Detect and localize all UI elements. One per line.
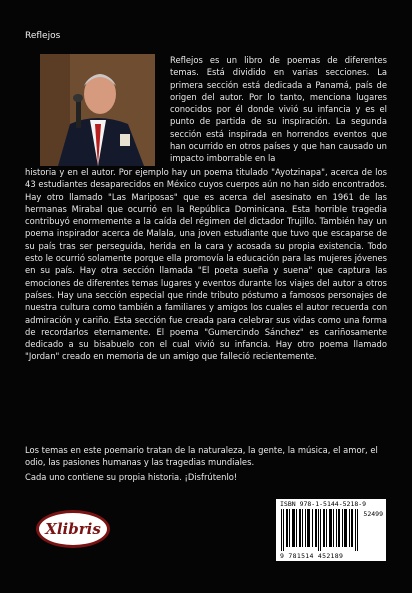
barcode-number: 9 781514 452189	[280, 552, 344, 560]
publisher-logo-text: Xlibris	[45, 520, 101, 538]
barcode-icon	[281, 509, 359, 551]
author-photo	[40, 54, 155, 166]
isbn-barcode	[276, 499, 386, 561]
closing-paragraph: Cada uno contiene su propia historia. ¡Disfrútenlo!	[25, 472, 238, 482]
publisher-logo	[36, 510, 110, 548]
page-title: Reflejos	[25, 31, 61, 41]
intro-paragraph: Reflejos es un libro de poemas de diferentes temas. Está dividido en varias secciones. La primera sección está dedicada a Panamá, país de origen del autor. Por lo tanto, menciona lugares conocidos por él donde vivió su infancia y es el punto de partida de su inspiración. La segunda sección está inspirada en horrendos eventos que han ocurrido en otros países y que han causado un impacto imborrable en la	[170, 55, 387, 164]
isbn-label: ISBN 978-1-5144-5218-9	[280, 500, 367, 508]
description-paragraph: historia y en el autor. Por ejemplo hay un poema titulado "Ayotzinapa", acerca de los 43 estudiantes desaparecidos en México cuyos cuerpos aún no han sido encontrados. Hay otro llamado "Las Mariposas" que es acerca del asesinato en 1961 de las hermanas Mirabal que ocurrió en la República Dominicana. Esta horrible tragedia contribuyó enormemente a la caída del régimen del dictador Trujillo. También hay un poema inspirador acerca de Malala, una joven estudiante que tuvo que escaparse de su país tras ser perseguida, herida en la cara y acosada su propia existencia. Todo esto le ocurrió solamente porque ella promovía la educación para las mujeres jóvenes en su país. Hay otra sección llamada "El poeta sueña y suena" que captura las emociones de diferentes temas lugares y eventos durante los viajes del autor a otros países. Hay una sección especial que rinde tributo póstumo a famosos personajes de nuestra cultura como también a familiares y amigos los cuales el autor recuerda con admiración y cariño. Esta sección fue creada para celebrar sus vidas como una forma de recordarlos eternamente. El poema "Gumercindo Sánchez" es cariñosamente dedicado a su bisabuelo con el cual vivió su infancia. Hay otro poema llamado "Jordan" creado en memoria de un amigo que falleció recientemente.	[25, 167, 387, 362]
themes-paragraph: Los temas en este poemario tratan de la naturaleza, la gente, la música, el amor, el odio, las pasiones humanas y las tragedias mundiales.	[25, 445, 378, 468]
price-code: 52499	[363, 510, 383, 518]
